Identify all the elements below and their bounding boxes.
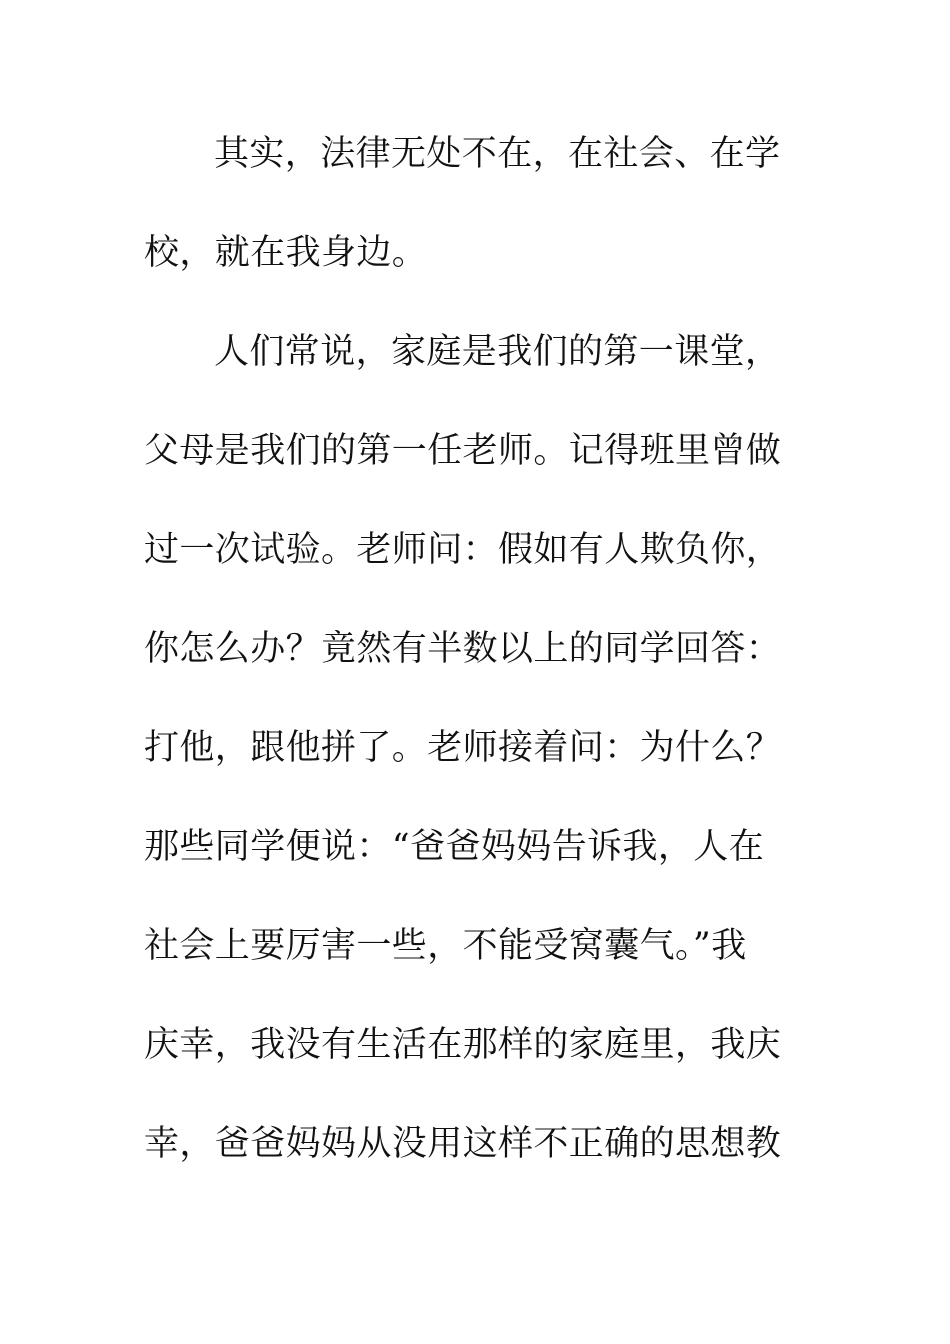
paragraph-2-line-5: 打他，跟他拼了。老师接着问：为什么？ bbox=[144, 728, 782, 768]
paragraph-2-line-2: 父母是我们的第一任老师。记得班里曾做 bbox=[144, 431, 782, 471]
paragraph-2-line-7: 社会上要厉害一些，不能受窝囊气。”我 bbox=[144, 926, 747, 966]
paragraph-2-line-9: 幸，爸爸妈妈从没用这样不正确的思想教 bbox=[144, 1124, 782, 1164]
paragraph-1-line-1: 其实，法律无处不在，在社会、在学 bbox=[214, 134, 781, 174]
paragraph-2-line-6: 那些同学便说：“爸爸妈妈告诉我，人在 bbox=[144, 827, 765, 867]
paragraph-1-line-2: 校，就在我身边。 bbox=[144, 233, 428, 273]
paragraph-2-line-1: 人们常说，家庭是我们的第一课堂， bbox=[214, 332, 781, 372]
paragraph-2-line-3: 过一次试验。老师问：假如有人欺负你， bbox=[144, 530, 782, 570]
paragraph-2-line-4: 你怎么办？竟然有半数以上的同学回答： bbox=[144, 629, 782, 669]
paragraph-2-line-8: 庆幸，我没有生活在那样的家庭里，我庆 bbox=[144, 1025, 782, 1065]
